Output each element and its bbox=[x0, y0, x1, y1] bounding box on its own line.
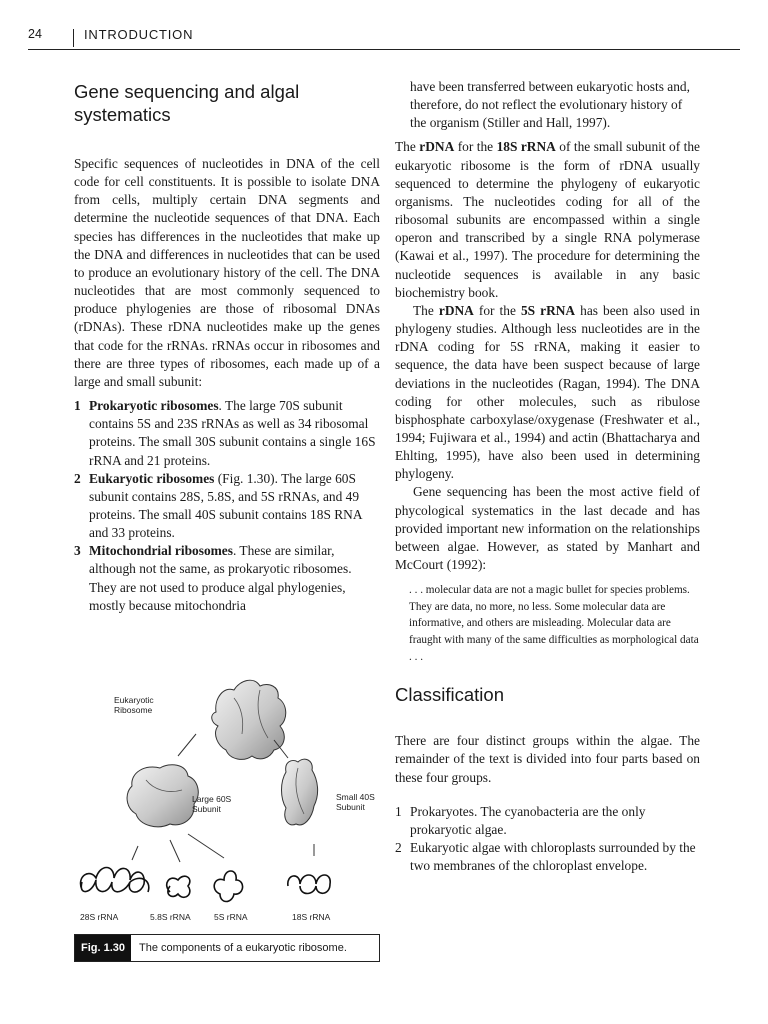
ribosome-diagram bbox=[74, 668, 380, 930]
label-large-subunit-sub: Subunit bbox=[192, 804, 221, 814]
list-text: . These are similar, although not the same, as prokaryotic ribosomes. They are not used to produce algal phylogenies, mostly because mitochondria bbox=[89, 543, 352, 613]
left-column bbox=[74, 80, 380, 615]
list-term: Mitochondrial ribosomes bbox=[89, 543, 233, 559]
list-item bbox=[74, 397, 380, 470]
rrna-5-8s-coil bbox=[167, 876, 190, 897]
label-large-subunit: Large 60S bbox=[192, 794, 232, 804]
algae-group-list bbox=[395, 803, 700, 876]
section-title: Gene sequencing and algal systematics bbox=[74, 81, 300, 125]
bold-term: rDNA bbox=[438, 302, 474, 318]
list-text: Prokaryotes. The cyanobacteria are the only prokaryotic algae. bbox=[410, 803, 646, 837]
page-header bbox=[0, 0, 768, 52]
caption-label: Fig. 1.30 bbox=[75, 935, 131, 961]
list-text: Eukaryotic algae with chloroplasts surrounded by the two membranes of the chloroplast envelope. bbox=[410, 839, 696, 874]
intro-paragraph: Specific sequences of nucleotides in DNA of the cell code for cell constituents. It is possible to isolate DNA from cells, multiply certain DNA segments and determine the nucleotide sequences of that DNA. Each species has differences in the nucleotides that make up the DNA and differences in nucleotides that can be used to produce an evolutionary history of the cell. The DNA nucleotides that are most commonly sequenced to produce phylogenies are those of ribosomal DNAs (rDNAs). These rDNA nucleotides make up the genes that code for the rRNAs. rRNAs occur in ribosomes and there are three types of ribosomes, each made up of a large and small subunit: bbox=[74, 156, 380, 389]
right-column bbox=[395, 78, 700, 875]
bold-term: rDNA bbox=[419, 139, 455, 155]
list-text: . The large 70S subunit contains 5S and 23S rRNAs as well as 34 ribosomal proteins. The small 30S subunit contains a single 16S rRNA and 21 proteins. bbox=[89, 398, 376, 468]
bold-term: 5S rRNA bbox=[520, 302, 576, 318]
ribosome-type-list bbox=[74, 397, 380, 615]
text-run: for the bbox=[473, 302, 521, 318]
list-number: 1 bbox=[74, 398, 81, 414]
list-number: 3 bbox=[74, 543, 81, 559]
list-term: Prokaryotic ribosomes bbox=[89, 398, 219, 414]
running-head: INTRODUCTION bbox=[84, 27, 194, 42]
label-small-subunit-sub: Subunit bbox=[336, 802, 365, 812]
rrna-18s-coil bbox=[288, 875, 330, 894]
label-28s: 28S rRNA bbox=[80, 912, 119, 922]
text-run: of the small subunit of the eukaryotic ribosome is the form of rDNA usually sequenced to determine the phylogeny of eukaryotic organisms. The nucleotides coding for all of the ribosomal subunits are encompassed within a single operon and transcribed by a single RNA polymerase (Kawai et al., 1997). The procedure for determining the nucleotide sequences is available in any basic biochemistry book. bbox=[395, 139, 700, 300]
header-rule bbox=[28, 49, 740, 50]
block-quote: . . . molecular data are not a magic bullet for species problems. They are data, no more, no less. Some molecular data are informative, and others are misleading. Molecular data are fraught with many of the same difficulties as morphological data . . . bbox=[409, 584, 699, 663]
label-18s: 18S rRNA bbox=[292, 912, 331, 922]
list-item bbox=[74, 470, 380, 543]
label-small-subunit: Small 40S bbox=[336, 792, 375, 802]
continued-list-text: have been transferred between eukaryotic hosts and, therefore, do not reflect the evolutionary history of the organism (Stiller and Hall, 1997). bbox=[410, 79, 690, 131]
list-text: (Fig. 1.30). The large 60S subunit contains 28S, 5.8S, and 5S rRNAs, and 49 proteins. The small 40S subunit contains 18S RNA and 33 proteins. bbox=[89, 470, 362, 541]
rrna-28s-coil bbox=[81, 868, 149, 893]
header-divider bbox=[73, 29, 74, 47]
text-run: has been also used in phylogeny studies. Although less nucleotides are in the rDNA coding for 5S rRNA, making it easier to sequence, the data have been suspect because of large deviations in the nucleotides (Ragan, 1994). The DNA coding for other molecules, such as ribulose bisphosphate carboxylase/oxygenase (Freshwater et al., 1994; Fujiwara et al., 1994) and actin (Bhattacharya and Ehlting, 1995), have also been used in determining phylogeny. bbox=[395, 302, 700, 482]
list-number: 2 bbox=[395, 839, 402, 855]
label-5-8s: 5.8S rRNA bbox=[150, 912, 191, 922]
connector-line bbox=[170, 840, 180, 862]
whole-ribosome-shape bbox=[212, 680, 286, 759]
rrna-5s-coil bbox=[214, 871, 242, 902]
bold-term: 18S rRNA bbox=[496, 139, 556, 155]
classification-paragraph: There are four distinct groups within the algae. The remainder of the text is divided into four parts based on these four groups. bbox=[395, 733, 700, 785]
caption-text: The components of a eukaryotic ribosome. bbox=[139, 942, 347, 954]
figure-caption bbox=[74, 934, 380, 962]
large-subunit-shape bbox=[127, 765, 198, 827]
list-item bbox=[395, 803, 700, 839]
connector-line bbox=[132, 846, 138, 860]
paragraph-sequencing: Gene sequencing has been the most active field of phycological systematics in the last decade and has provided important new information on the relationships between algae. However, as stated by Manhart and McCourt (1992): bbox=[395, 484, 700, 573]
text-run: The bbox=[395, 139, 420, 155]
text-run: The bbox=[413, 302, 439, 318]
small-subunit-shape bbox=[282, 759, 318, 825]
label-eukaryotic: Eukaryotic bbox=[114, 695, 154, 705]
list-item bbox=[395, 839, 700, 875]
paragraph-5s bbox=[395, 302, 700, 484]
list-number: 1 bbox=[395, 803, 402, 819]
list-item bbox=[74, 542, 380, 615]
label-ribosome: Ribosome bbox=[114, 705, 153, 715]
text-run: for the bbox=[454, 139, 497, 155]
connector-line bbox=[178, 734, 196, 756]
list-term: Eukaryotic ribosomes bbox=[89, 470, 215, 486]
label-5s: 5S rRNA bbox=[214, 912, 248, 922]
list-number: 2 bbox=[74, 470, 81, 486]
figure-1-30 bbox=[74, 668, 380, 964]
classification-title: Classification bbox=[395, 684, 504, 706]
connector-line bbox=[188, 834, 224, 858]
page-number: 24 bbox=[28, 27, 42, 41]
paragraph-18s bbox=[395, 138, 700, 301]
